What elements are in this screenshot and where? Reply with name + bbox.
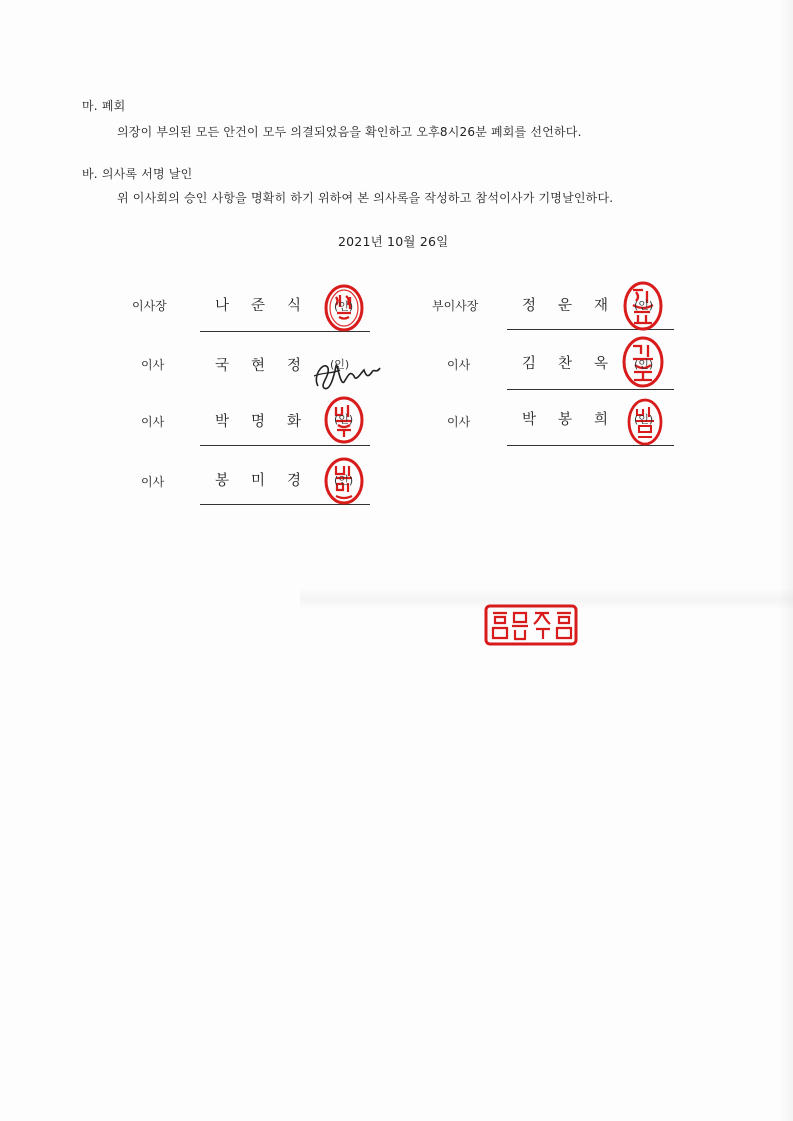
name-director: 봉미경 xyxy=(215,473,324,489)
seal-mark-text: (인) xyxy=(634,413,654,426)
role-chairman: 이사장 xyxy=(132,299,167,313)
signature-line xyxy=(200,445,370,446)
name-director: 박봉희 xyxy=(522,412,631,428)
section-body-signatures: 위 이사회의 승인 사항을 명확히 하기 위하여 본 의사록을 작성하고 참석이사가 기명날인하다. xyxy=(117,191,614,205)
meeting-date: 2021년 10월 26일 xyxy=(338,234,449,249)
role-director: 이사 xyxy=(141,358,165,372)
seal-mark-text: (인) xyxy=(334,413,354,426)
section-heading-closing: 마. 폐회 xyxy=(82,99,126,113)
seal-mark-text: (인) xyxy=(330,358,350,371)
name-vice-chairman: 정운재 xyxy=(522,298,631,314)
seal-mark-text: (인) xyxy=(634,358,654,371)
name-director: 박명화 xyxy=(215,414,324,430)
name-director: 김찬옥 xyxy=(522,356,631,372)
role-director: 이사 xyxy=(141,475,165,489)
role-director: 이사 xyxy=(447,358,471,372)
seal-mark-text: (인) xyxy=(334,474,354,487)
seal-mark-text: (인) xyxy=(334,300,354,313)
name-chairman: 나준식 xyxy=(215,298,324,314)
corporate-seal-graphic xyxy=(484,604,578,646)
role-vice-chairman: 부이사장 xyxy=(432,299,479,313)
role-director: 이사 xyxy=(141,415,165,429)
handwritten-signature xyxy=(310,346,384,396)
name-director: 국현정 xyxy=(215,358,324,374)
signature-graphic xyxy=(310,346,384,396)
section-body-closing: 의장이 부의된 모든 안건이 모두 의결되었음을 확인하고 오후8시26분 폐회를 선언하다. xyxy=(117,125,582,139)
seal-mark-text: (인) xyxy=(634,299,654,312)
scan-edge-shadow xyxy=(779,0,793,1121)
signature-line xyxy=(507,389,674,390)
role-director: 이사 xyxy=(447,415,471,429)
corporate-seal-stamp xyxy=(484,604,578,646)
section-heading-signatures: 바. 의사록 서명 날인 xyxy=(82,167,193,181)
